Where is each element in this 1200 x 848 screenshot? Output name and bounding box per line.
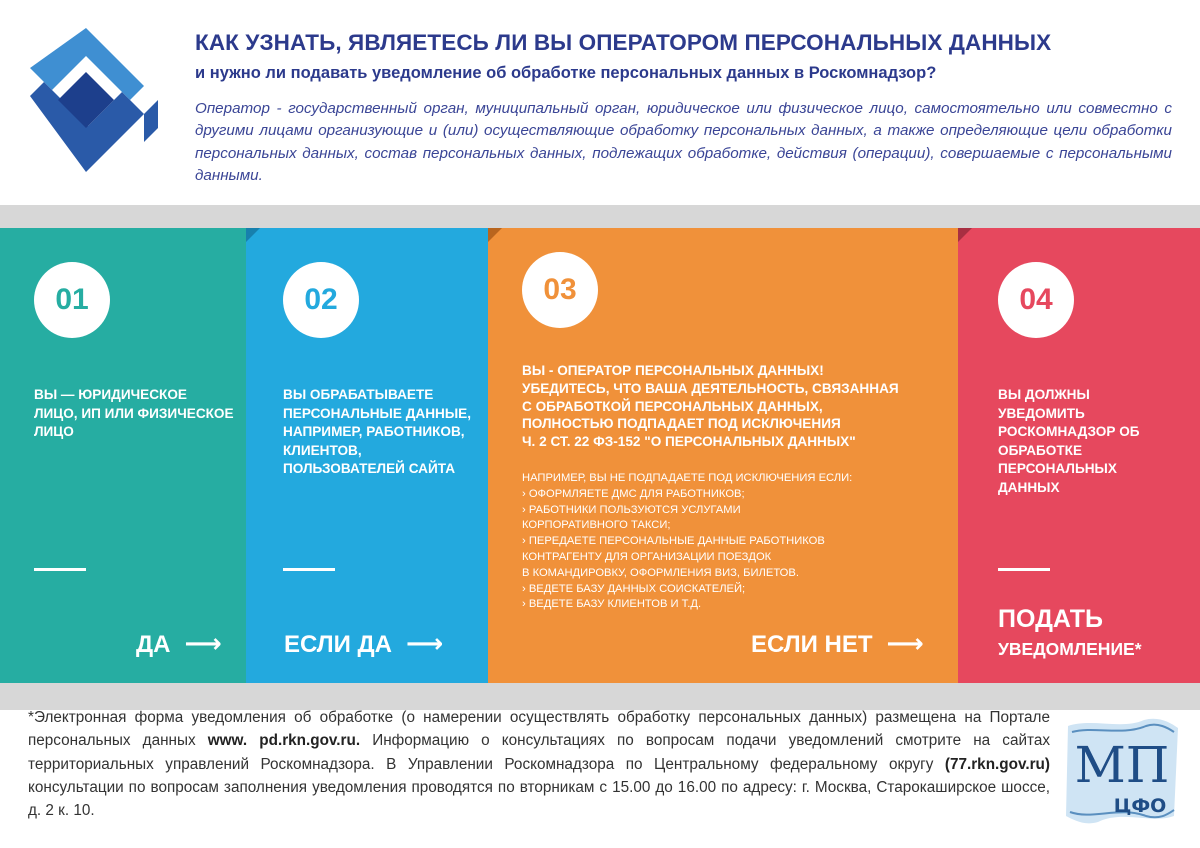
step-02-panel bbox=[246, 228, 488, 683]
rkn-cfo-link[interactable]: (77.rkn.gov.ru) bbox=[944, 755, 1050, 773]
svg-text:ЦФО: ЦФО bbox=[1113, 795, 1167, 817]
step-01-divider bbox=[34, 568, 86, 571]
roskomnadzor-logo bbox=[20, 18, 170, 178]
footer-note: *Электронная форма уведомления об обработке (о намерении осуществлять обработку персональных данных) размещена на Портале персональных данных www. pd.rkn.gov.ru. Информацию о консультациях по вопросам подачи уведомлений смотрите на сайтах территориальных управлений Роскомнадзора. В Управлении Роскомнадзора по Центральному федеральному округу (77.rkn.gov.ru) консультации по вопросам заполнения уведомления проводятся по вторникам с 15.00 до 16.00 по адресу: г. Москва, Старокаширское шоссе, д. 2 к. 10. bbox=[28, 709, 1050, 820]
submit-notification-title: ПОДАТЬ bbox=[998, 605, 1103, 633]
step-03-number: 03 bbox=[522, 252, 598, 328]
arrow-right-icon: ⟶ bbox=[886, 628, 924, 658]
step-03-cta: ЕСЛИ НЕТ ⟶ bbox=[751, 628, 924, 658]
svg-text:МП: МП bbox=[1074, 736, 1170, 794]
step-04-number: 04 bbox=[998, 262, 1074, 338]
step-01-number: 01 bbox=[34, 262, 110, 338]
arrow-right-icon: ⟶ bbox=[405, 628, 444, 658]
step-03-text: ВЫ - ОПЕРАТОР ПЕРСОНАЛЬНЫХ ДАННЫХ! УБЕДИТЕСЬ, ЧТО ВАША ДЕЯТЕЛЬНОСТЬ, СВЯЗАННАЯ С ОБРАБОТКОЙ ПЕРСОНАЛЬНЫХ ДАННЫХ, ПОЛНОСТЬЮ ПОДПАДАЕТ ПОД ИСКЛЮЧЕНИЯ Ч. 2 СТ. 22 ФЗ-152 "О ПЕРСОНАЛЬНЫХ ДАННЫХ" bbox=[522, 363, 899, 450]
operator-definition: Оператор - государственный орган, муниципальный орган, юридическое или физическое лицо, самостоятельно или совместно с другими лицами организующие и (или) осуществляющие обработку персональных данных, а также определяющие цели обработки персональных данных, состав персональных данных, подлежащих обработке, действия (операции), совершаемые с персональными данными. bbox=[195, 100, 1172, 185]
step-04-panel bbox=[958, 228, 1200, 683]
arrow-right-icon: ⟶ bbox=[184, 628, 222, 658]
step-04-text: ВЫ ДОЛЖНЫ УВЕДОМИТЬ РОСКОМНАДЗОР ОБ ОБРАБОТКЕ ПЕРСОНАЛЬНЫХ ДАННЫХ bbox=[998, 387, 1140, 495]
mp-cfo-stamp bbox=[1062, 712, 1182, 830]
step-01-cta: ДА ⟶ bbox=[136, 628, 222, 658]
pd-portal-link[interactable]: www. pd.rkn.gov.ru. bbox=[207, 732, 361, 750]
step-02-divider bbox=[283, 568, 335, 571]
page-title: КАК УЗНАТЬ, ЯВЛЯЕТЕСЬ ЛИ ВЫ ОПЕРАТОРОМ ПЕРСОНАЛЬНЫХ ДАННЫХ bbox=[195, 30, 1052, 55]
page-subtitle: и нужно ли подавать уведомление об обработке персональных данных в Роскомнадзор? bbox=[195, 64, 937, 82]
step-04-divider bbox=[998, 568, 1050, 571]
step-02-number: 02 bbox=[283, 262, 359, 338]
step-03-exceptions-note: НАПРИМЕР, ВЫ НЕ ПОДПАДАЕТЕ ПОД ИСКЛЮЧЕНИЯ ЕСЛИ: › ОФОРМЛЯЕТЕ ДМС ДЛЯ РАБОТНИКОВ; › РАБОТНИКИ ПОЛЬЗУЮТСЯ УСЛУГАМИ КОРПОРАТИВНОГО ТАКСИ; › ПЕРЕДАЕТЕ ПЕРСОНАЛЬНЫЕ ДАННЫЕ РАБОТНИКОВ КОНТРАГЕНТУ ДЛЯ ОРГАНИЗАЦИИ ПОЕЗДОК В КОМАНДИРОВКУ, ОФОРМЛЕНИЯ ВИЗ, БИЛЕТОВ. › ВЕДЕТЕ БАЗУ ДАННЫХ СОИСКАТЕЛЕЙ; › ВЕДЕТЕ БАЗУ КЛИЕНТОВ И Т.Д. bbox=[522, 472, 853, 611]
step-02-text: ВЫ ОБРАБАТЫВАЕТЕ ПЕРСОНАЛЬНЫЕ ДАННЫЕ, НАПРИМЕР, РАБОТНИКОВ, КЛИЕНТОВ, ПОЛЬЗОВАТЕЛЕЙ САЙТА bbox=[283, 387, 471, 476]
step-01-text: ВЫ — ЮРИДИЧЕСКОЕ ЛИЦО, ИП ИЛИ ФИЗИЧЕСКОЕ ЛИЦО bbox=[34, 387, 234, 439]
step-01-panel bbox=[0, 228, 246, 683]
step-03-panel bbox=[488, 228, 958, 683]
submit-notification-subtitle: УВЕДОМЛЕНИЕ* bbox=[998, 639, 1142, 659]
step-02-cta: ЕСЛИ ДА ⟶ bbox=[284, 628, 444, 658]
